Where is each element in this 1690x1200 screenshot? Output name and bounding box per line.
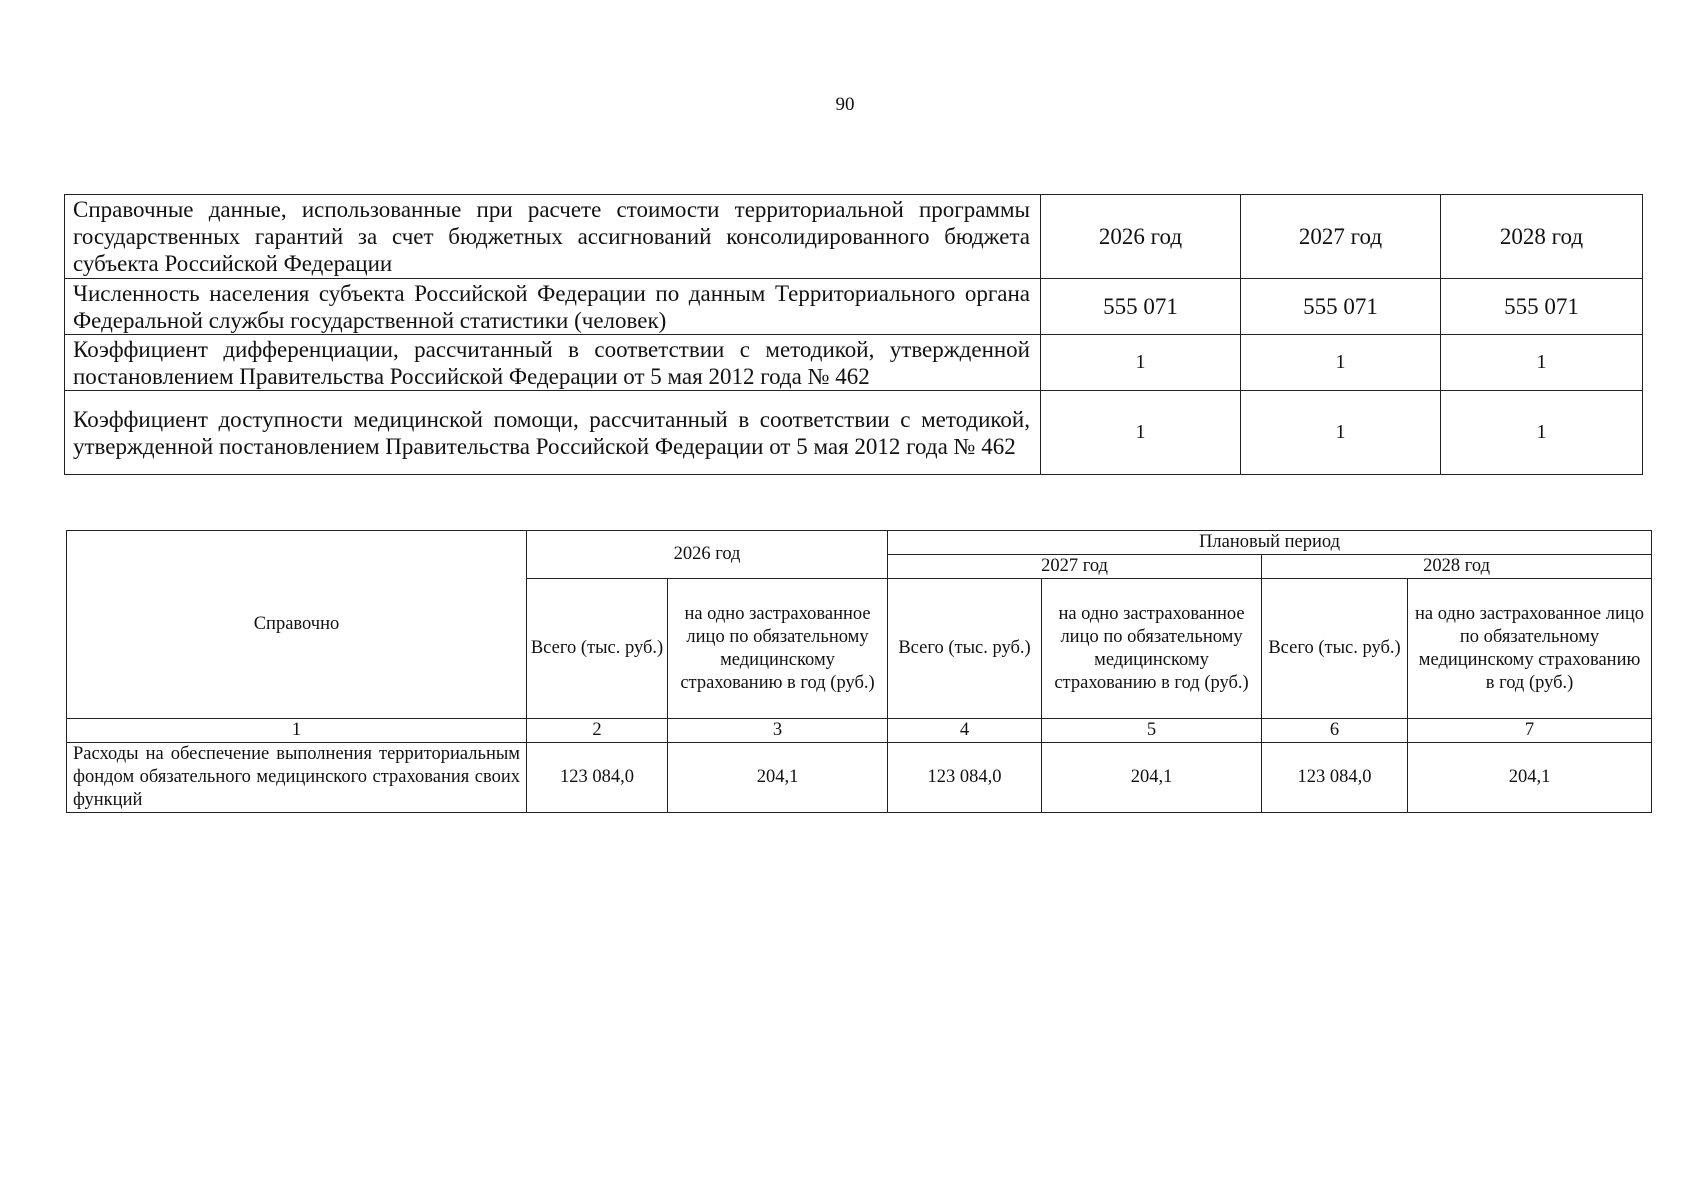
- column-number: 7: [1408, 719, 1652, 743]
- year-2027-header: 2027 год: [888, 555, 1262, 579]
- column-number-row: [67, 719, 1652, 743]
- reference-label-cell: Справочно: [67, 531, 527, 719]
- differentiation-coefficient-2027: 1: [1241, 335, 1441, 391]
- fund-expenses-per-person-2027: 204,1: [1042, 743, 1262, 813]
- year-2026-header: 2026 год: [527, 531, 888, 579]
- year-2028-header: 2028 год: [1262, 555, 1652, 579]
- population-2027: 555 071: [1241, 279, 1441, 335]
- differentiation-coefficient-2028: 1: [1441, 335, 1643, 391]
- population-2026: 555 071: [1041, 279, 1241, 335]
- reference-table-header-row: [65, 195, 1643, 279]
- table-row: [65, 335, 1643, 391]
- total-2028-header: Всего (тыс. руб.): [1262, 579, 1408, 719]
- column-number: 4: [888, 719, 1042, 743]
- reference-data-table: [64, 194, 1643, 475]
- planning-period-header: Плановый период: [888, 531, 1652, 555]
- accessibility-coefficient-description: Коэффициент доступности медицинской помощи, рассчитанный в соответствии с методикой, утвержденной постановлением Правительства Российской Федерации от 5 мая 2012 года № 462: [65, 391, 1041, 475]
- reference-table-year-2028: 2028 год: [1441, 195, 1643, 279]
- fund-expenses-per-person-2028: 204,1: [1408, 743, 1652, 813]
- total-2026-header: Всего (тыс. руб.): [527, 579, 668, 719]
- accessibility-coefficient-2026: 1: [1041, 391, 1241, 475]
- differentiation-coefficient-2026: 1: [1041, 335, 1241, 391]
- table-row: [65, 391, 1643, 475]
- table-row: [65, 279, 1643, 335]
- reference-table-year-2026: 2026 год: [1041, 195, 1241, 279]
- fund-expenses-table: [66, 530, 1652, 813]
- fund-expenses-total-2028: 123 084,0: [1262, 743, 1408, 813]
- fund-expenses-label: Расходы на обеспечение выполнения территориальным фондом обязательного медицинского страхования своих функций: [67, 743, 527, 813]
- total-2027-header: Всего (тыс. руб.): [888, 579, 1042, 719]
- accessibility-coefficient-2027: 1: [1241, 391, 1441, 475]
- population-2028: 555 071: [1441, 279, 1643, 335]
- population-description: Численность населения субъекта Российской Федерации по данным Территориального органа Федеральной службы государственной статистики (человек): [65, 279, 1041, 335]
- per-person-2027-header: на одно застрахованное лицо по обязательному медицинскому страхованию в год (руб.): [1042, 579, 1262, 719]
- column-number: 1: [67, 719, 527, 743]
- differentiation-coefficient-description: Коэффициент дифференциации, рассчитанный в соответствии с методикой, утвержденной постановлением Правительства Российской Федерации от 5 мая 2012 года № 462: [65, 335, 1041, 391]
- fund-table-header-row-1: [67, 531, 1652, 555]
- column-number: 3: [668, 719, 888, 743]
- fund-expenses-total-2027: 123 084,0: [888, 743, 1042, 813]
- fund-expenses-per-person-2026: 204,1: [668, 743, 888, 813]
- reference-table-header-description: Справочные данные, использованные при расчете стоимости территориальной программы государственных гарантий за счет бюджетных ассигнований консолидированного бюджета субъекта Российской Федерации: [65, 195, 1041, 279]
- accessibility-coefficient-2028: 1: [1441, 391, 1643, 475]
- page-number: 90: [835, 94, 855, 115]
- fund-expenses-total-2026: 123 084,0: [527, 743, 668, 813]
- column-number: 5: [1042, 719, 1262, 743]
- column-number: 6: [1262, 719, 1408, 743]
- per-person-2026-header: на одно застрахованное лицо по обязательному медицинскому страхованию в год (руб.): [668, 579, 888, 719]
- reference-table-year-2027: 2027 год: [1241, 195, 1441, 279]
- column-number: 2: [527, 719, 668, 743]
- table-row: [67, 743, 1652, 813]
- per-person-2028-header: на одно застрахованное лицо по обязательному медицинскому страхованию в год (руб.): [1408, 579, 1652, 719]
